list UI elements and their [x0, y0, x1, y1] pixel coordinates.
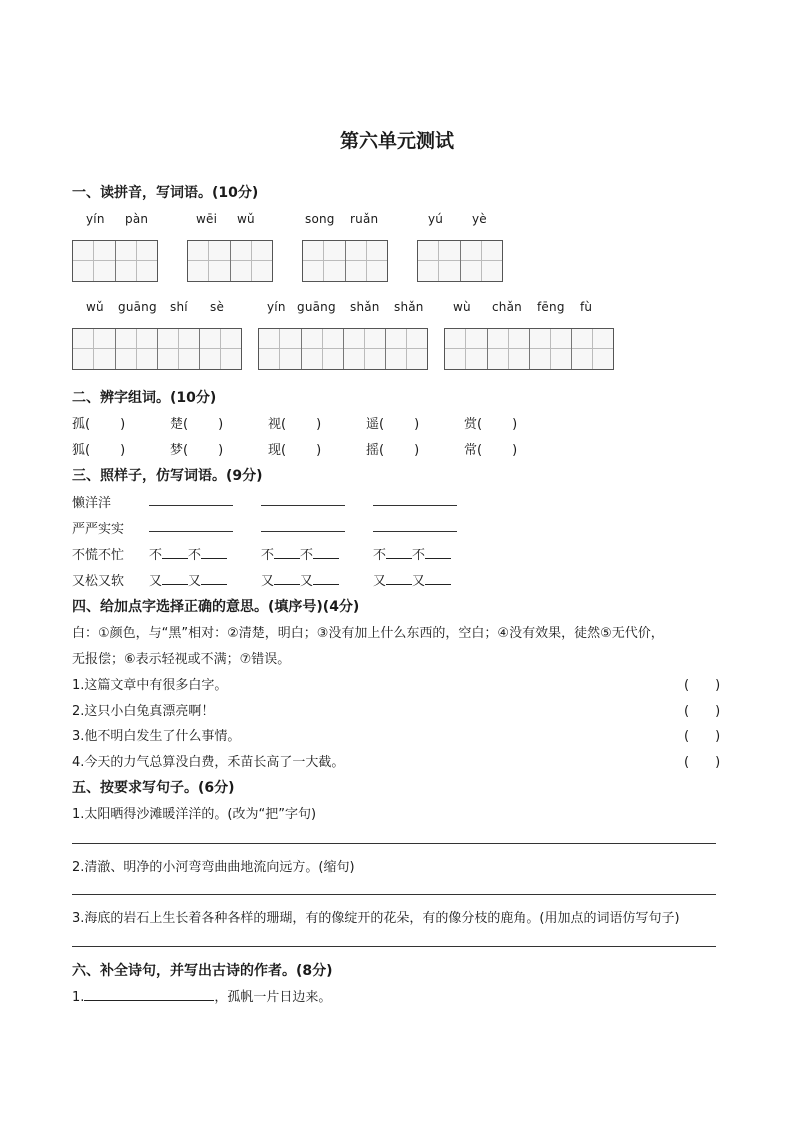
char-pair-item: 楚( )	[170, 417, 224, 432]
writing-grid[interactable]	[302, 240, 388, 282]
pinyin: guāng	[297, 300, 336, 314]
poem-blank[interactable]	[84, 988, 214, 1001]
writing-grid[interactable]	[258, 328, 428, 370]
answer-blank[interactable]	[261, 505, 345, 506]
pinyin: sè	[210, 300, 225, 314]
char-pair-item: 梦( )	[170, 443, 224, 458]
char-pair-item: 现( )	[268, 443, 322, 458]
pinyin: shǎn	[350, 300, 380, 314]
example-word: 懒洋洋	[72, 496, 112, 511]
answer-paren[interactable]: ( )	[684, 755, 721, 770]
char-pair-item: 视( )	[268, 417, 322, 432]
section-1-heading: 一、读拼音，写词语。(10分)	[72, 185, 259, 201]
answer-paren[interactable]: ( )	[684, 678, 721, 693]
question-item: 1.这篇文章中有很多白字。	[72, 678, 228, 693]
pattern-blank[interactable]: 不 不	[149, 544, 227, 563]
pinyin: fù	[580, 300, 593, 314]
writing-grid[interactable]	[72, 240, 158, 282]
answer-blank[interactable]	[373, 531, 457, 532]
char-pair-item: 孤( )	[72, 417, 126, 432]
poem-line: 1. ，孤帆一片日边来。	[72, 990, 332, 1005]
pinyin: ruǎn	[350, 212, 379, 226]
writing-grid[interactable]	[417, 240, 503, 282]
pinyin: fēng	[537, 300, 565, 314]
pinyin: wǔ	[86, 300, 104, 314]
definition-text: 白：①颜色，与“黑”相对：②清楚，明白；③没有加上什么东西的，空白；④没有效果，徒然⑤无代价，	[72, 626, 664, 641]
char-pair-item: 狐( )	[72, 443, 126, 458]
char-pair-item: 常( )	[464, 443, 518, 458]
pattern-blank[interactable]: 又 又	[149, 570, 227, 589]
char-pair-item: 赏( )	[464, 417, 518, 432]
definition-text: 无报偿；⑥表示轻视或不满；⑦错误。	[72, 652, 291, 667]
page-title: 第六单元测试	[339, 130, 454, 152]
question-item: 1.太阳晒得沙滩暖洋洋的。(改为“把”字句)	[72, 807, 317, 822]
answer-line[interactable]	[72, 894, 716, 895]
question-item: 4.今天的力气总算没白费，禾苗长高了一大截。	[72, 755, 345, 770]
example-word: 不慌不忙	[72, 548, 125, 563]
answer-line[interactable]	[72, 843, 716, 844]
section-4-heading: 四、给加点字选择正确的意思。(填序号)(4分)	[72, 599, 360, 615]
pattern-blank[interactable]: 不 不	[373, 544, 451, 563]
pinyin: wēi	[196, 212, 218, 226]
question-item: 3.海底的岩石上生长着各种各样的珊瑚，有的像绽开的花朵，有的像分枝的鹿角。(用加点的词语仿写句子)	[72, 911, 680, 926]
pinyin: yín	[267, 300, 286, 314]
pinyin: guāng	[118, 300, 157, 314]
pinyin: yè	[472, 212, 487, 226]
pinyin: song	[305, 212, 335, 226]
answer-blank[interactable]	[261, 531, 345, 532]
question-item: 2.清澈、明净的小河弯弯曲曲地流向远方。(缩句)	[72, 860, 355, 875]
answer-blank[interactable]	[149, 531, 233, 532]
example-word: 又松又软	[72, 574, 125, 589]
example-word: 严严实实	[72, 522, 125, 537]
char-pair-item: 遥( )	[366, 417, 420, 432]
answer-paren[interactable]: ( )	[684, 729, 721, 744]
answer-paren[interactable]: ( )	[684, 704, 721, 719]
section-3-heading: 三、照样子，仿写词语。(9分)	[72, 468, 263, 484]
answer-blank[interactable]	[373, 505, 457, 506]
question-item: 2.这只小白兔真漂亮啊！	[72, 704, 215, 719]
pinyin: chǎn	[492, 300, 522, 314]
pinyin: shí	[170, 300, 188, 314]
section-6-heading: 六、补全诗句，并写出古诗的作者。(8分)	[72, 963, 333, 979]
answer-line[interactable]	[72, 946, 716, 947]
pinyin: pàn	[125, 212, 149, 226]
pinyin: yú	[428, 212, 444, 226]
pattern-blank[interactable]: 又 又	[373, 570, 451, 589]
question-item: 3.他不明白发生了什么事情。	[72, 729, 241, 744]
writing-grid[interactable]	[444, 328, 614, 370]
pinyin: shǎn	[394, 300, 424, 314]
writing-grid[interactable]	[72, 328, 242, 370]
answer-blank[interactable]	[149, 505, 233, 506]
char-pair-item: 摇( )	[366, 443, 420, 458]
pattern-blank[interactable]: 又 又	[261, 570, 339, 589]
writing-grid[interactable]	[187, 240, 273, 282]
section-5-heading: 五、按要求写句子。(6分)	[72, 780, 235, 796]
pinyin: wǔ	[237, 212, 255, 226]
pinyin: yín	[86, 212, 105, 226]
section-2-heading: 二、辨字组词。(10分)	[72, 390, 217, 406]
pattern-blank[interactable]: 不 不	[261, 544, 339, 563]
pinyin: wù	[453, 300, 471, 314]
